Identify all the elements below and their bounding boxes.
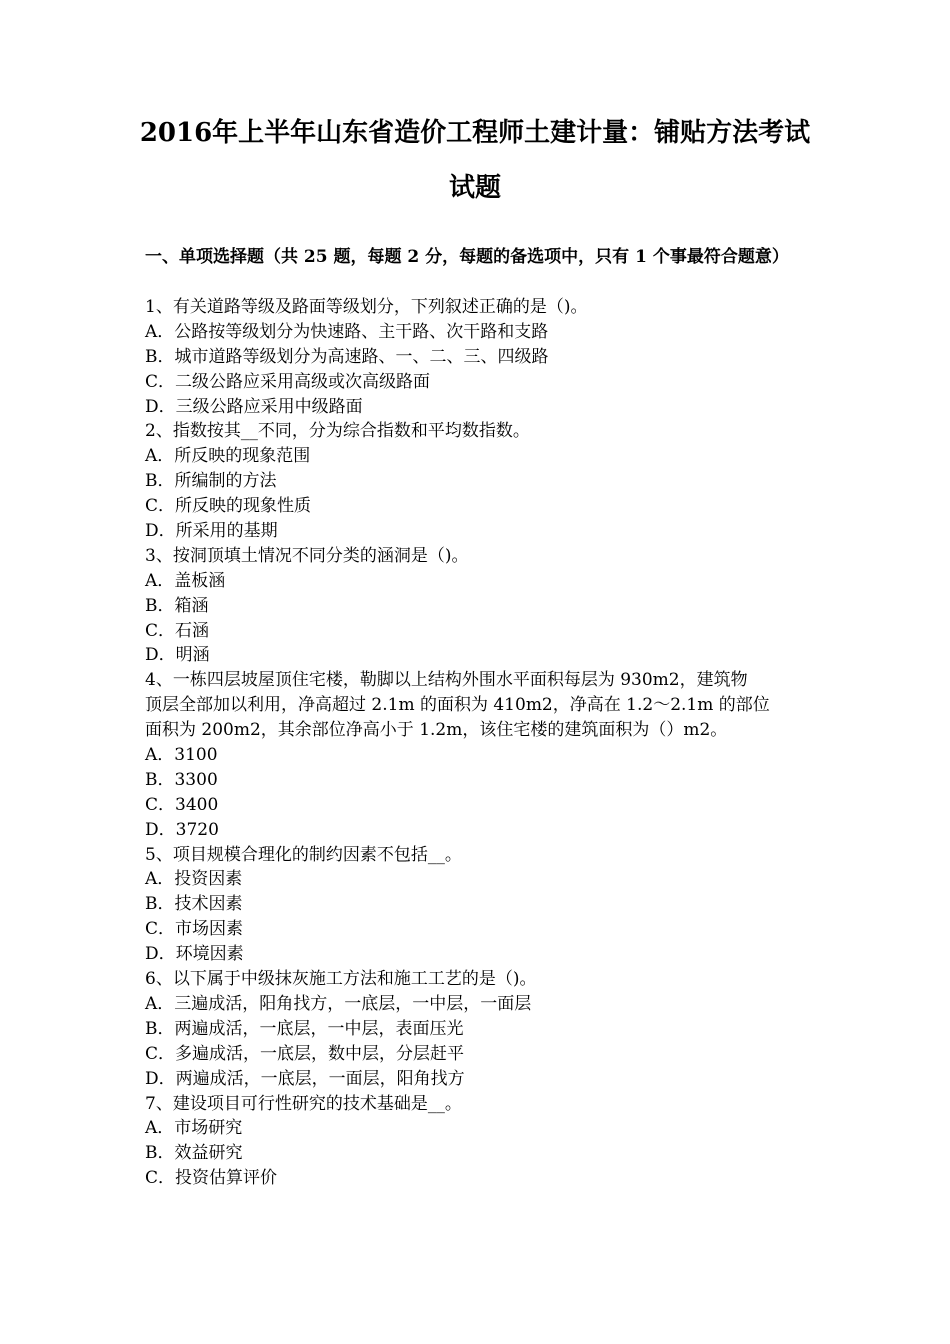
option-line: C．二级公路应采用高级或次高级路面 (145, 371, 431, 392)
option-line: D．所采用的基期 (145, 521, 278, 542)
option-line: B．两遍成活，一底层，一中层，表面压光 (145, 1018, 464, 1039)
option-line: C．石涵 (145, 620, 210, 641)
option-line: D．3720 (145, 819, 219, 840)
option-line: A．投资因素 (145, 869, 243, 890)
option-line: B．箱涵 (145, 595, 209, 616)
option-line: B．城市道路等级划分为高速路、一、二、三、四级路 (145, 346, 549, 367)
option-line: 顶层全部加以利用，净高超过 2.1m 的面积为 410m2，净高在 1.2～2.1m 的部位 (145, 695, 770, 716)
option-line: B．技术因素 (145, 894, 243, 915)
option-line: D．环境因素 (145, 944, 244, 965)
option-line: A．公路按等级划分为快速路、主干路、次干路和支路 (145, 321, 549, 342)
document-title-line-2: 试题 (448, 173, 501, 203)
option-line: 面积为 200m2，其余部位净高小于 1.2m，该住宅楼的建筑面积为（）m2。 (145, 720, 728, 741)
option-line: C．多遍成活，一底层，数中层，分层赶平 (145, 1043, 465, 1064)
option-line: D．两遍成活，一底层，一面层，阳角找方 (145, 1068, 465, 1089)
question-text-line: 4、一栋四层坡屋顶住宅楼，勒脚以上结构外围水平面积每层为 930m2，建筑物 (145, 670, 748, 691)
question-text-line: 5、项目规模合理化的制约因素不包括__。 (145, 844, 462, 865)
question-list (145, 295, 813, 1191)
question-text-line: 7、建设项目可行性研究的技术基础是__。 (145, 1093, 462, 1114)
question-text-line: 1、有关道路等级及路面等级划分，下列叙述正确的是（)。 (145, 297, 588, 317)
option-line: B．3300 (145, 769, 218, 790)
option-line: D．三级公路应采用中级路面 (145, 396, 363, 417)
document-title-line-1: 2016年上半年山东省造价工程师土建计量：铺贴方法考试 (139, 118, 811, 148)
section-heading: 一、单项选择题（共 25 题，每题 2 分，每题的备选项中，只有 1 个事最符合题意） (145, 247, 789, 267)
question-text-line: 6、以下属于中级抹灰施工方法和施工工艺的是（)。 (145, 969, 537, 990)
option-line: C．所反映的现象性质 (145, 496, 312, 517)
option-line: A．三遍成活，阳角找方，一底层，一中层，一面层 (145, 993, 532, 1014)
question-text-line: 2、指数按其__不同，分为综合指数和平均数指数。 (145, 421, 530, 442)
option-line: A．所反映的现象范围 (145, 446, 311, 467)
option-line: D．明涵 (145, 645, 210, 666)
question-text-line: 3、按洞顶填土情况不同分类的涵洞是（)。 (145, 545, 469, 566)
option-line: C．市场因素 (145, 919, 244, 940)
option-line: B．效益研究 (145, 1143, 243, 1164)
option-line: B．所编制的方法 (145, 471, 277, 492)
option-line: C．投资估算评价 (145, 1168, 278, 1189)
option-line: A．市场研究 (145, 1118, 243, 1139)
option-line: A．盖板涵 (145, 570, 226, 591)
option-line: C．3400 (145, 794, 219, 815)
option-line: A．3100 (145, 745, 218, 766)
